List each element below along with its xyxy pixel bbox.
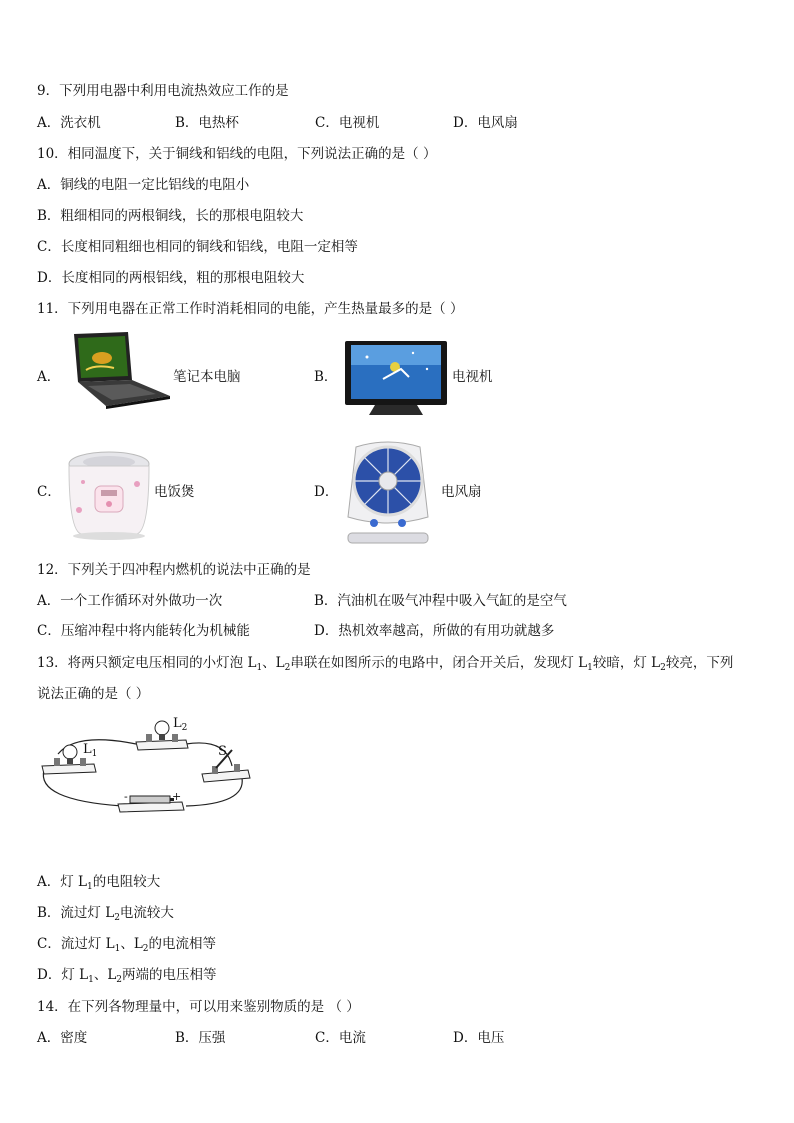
q9-stem: 9．下列用电器中利用电流热效应工作的是 [37,83,289,99]
q13-option-b: B．流过灯 $L_2$电流较大 [37,905,174,923]
q14-option-b: B．压强 [175,1030,226,1046]
q12-stem: 12．下列关于四冲程内燃机的说法中正确的是 [37,562,311,578]
q9-option-d: D．电风扇 [453,115,518,131]
laptop-image [66,330,172,410]
q11-option-b-name: 电视机 [452,369,493,385]
q14-option-c: C．电流 [315,1030,366,1046]
q12-option-a: A．一个工作循环对外做功一次 [37,593,223,609]
q9-option-a: A．洗衣机 [37,115,101,131]
q14-stem: 14．在下列各物理量中，可以用来鉴别物质的是 （ ） [37,999,360,1015]
q11-option-d-name: 电风扇 [441,484,482,500]
circuit-label-switch: S [218,744,227,759]
circuit-label-l1: $L_1$ [83,742,98,759]
q10-option-a: A．铜线的电阻一定比铝线的电阻小 [37,177,250,193]
rice-cooker-image [65,450,153,542]
q12-option-d: D．热机效率越高，所做的有用功就越多 [314,623,555,639]
fan-image [338,437,438,547]
q13-option-a: A．灯 $L_1$的电阻较大 [37,874,161,892]
q11-option-d-letter: D． [314,484,339,500]
q11-option-c-letter: C． [37,484,61,500]
q9-option-c: C．电视机 [315,115,380,131]
q10-option-c: C．长度相同粗细也相同的铜线和铝线，电阻一定相等 [37,239,358,255]
q11-option-a-letter: A． [37,369,61,385]
q12-option-c: C．压缩冲程中将内能转化为机械能 [37,623,250,639]
q10-option-b: B．粗细相同的两根铜线，长的那根电阻较大 [37,208,304,224]
q13-stem-line2: 说法正确的是（ ） [37,686,150,702]
q10-option-d: D．长度相同的两根铝线，粗的那根电阻较大 [37,270,305,286]
q11-option-a-name: 笔记本电脑 [173,369,241,385]
q10-stem: 10．相同温度下，关于铜线和铝线的电阻，下列说法正确的是（ ） [37,146,437,162]
q11-option-b-letter: B． [314,369,338,385]
q11-option-c-name: 电饭煲 [154,484,195,500]
circuit-label-l2: $L_2$ [173,716,188,733]
q12-option-b: B．汽油机在吸气冲程中吸入气缸的是空气 [314,593,567,609]
circuit-diagram [36,714,256,824]
q14-option-a: A．密度 [37,1030,88,1046]
q9-option-b: B．电热杯 [175,115,239,131]
q13-stem: 13．将两只额定电压相同的小灯泡 $L_1$、$L_2$串联在如图所示的电路中，闭合开关后，发现灯 $L_1$较暗，灯 $L_2$较亮，下列 [37,655,734,673]
q13-option-c: C．流过灯 $L_1$、$L_2$的电流相等 [37,936,217,954]
battery-minus-label: - [124,790,128,803]
q13-option-d: D．灯 $L_1$、$L_2$两端的电压相等 [37,967,217,985]
q14-option-d: D．电压 [453,1030,505,1046]
battery-plus-label: + [172,790,182,803]
q11-stem: 11．下列用电器在正常工作时消耗相同的电能，产生热量最多的是（ ） [37,301,464,317]
tv-image [343,339,449,417]
